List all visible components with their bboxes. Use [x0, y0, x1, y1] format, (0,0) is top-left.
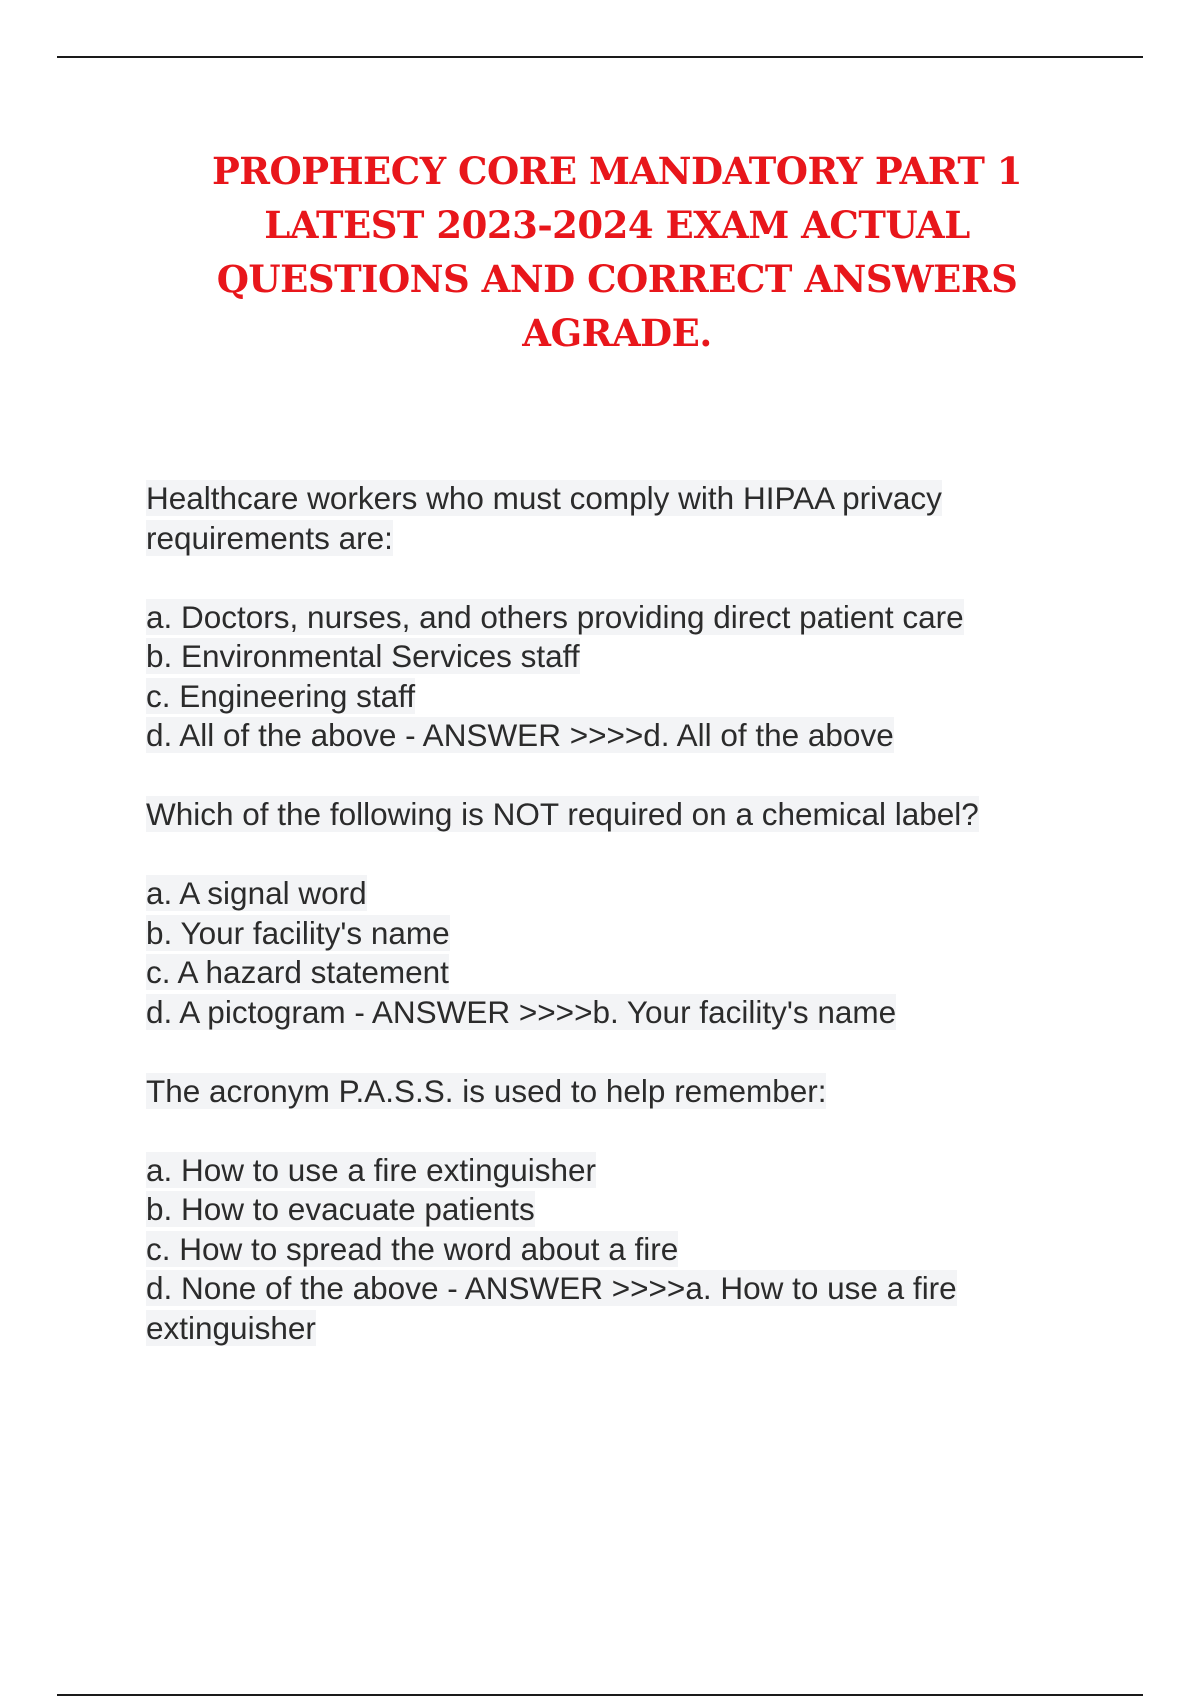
- top-rule: [57, 56, 1143, 58]
- question-block: [146, 479, 1086, 756]
- question-block: [146, 795, 1086, 1032]
- answer-option-with-answer: d. A pictogram - ANSWER >>>>b. Your facility's name: [146, 993, 897, 1030]
- answer-option: c. Engineering staff: [146, 677, 416, 714]
- spacer: [146, 558, 1086, 598]
- questions-section: [146, 479, 1086, 1348]
- question-text: requirements are:: [146, 519, 393, 556]
- spacer: [146, 1111, 1086, 1151]
- spacer: [146, 1032, 1086, 1072]
- answer-option: b. Environmental Services staff: [146, 638, 580, 674]
- title-line: PROPHECY CORE MANDATORY PART 1: [211, 149, 1023, 193]
- spacer: [146, 835, 1086, 875]
- answer-option: b. How to evacuate patients: [146, 1191, 535, 1227]
- answer-option-with-answer: d. None of the above - ANSWER >>>>a. How to use a fire: [146, 1270, 957, 1306]
- title-line: LATEST 2023-2024 EXAM ACTUAL: [264, 203, 970, 247]
- answer-option-with-answer: d. All of the above - ANSWER >>>>d. All of the above: [146, 717, 894, 753]
- answer-option-continuation: extinguisher: [146, 1309, 316, 1346]
- question-text: The acronym P.A.S.S. is used to help remember:: [146, 1072, 827, 1109]
- question-text: Healthcare workers who must comply with HIPAA privacy: [146, 480, 942, 516]
- title-line: AGRADE.: [522, 311, 712, 355]
- answer-option: c. How to spread the word about a fire: [146, 1230, 679, 1267]
- answer-option: c. A hazard statement: [146, 954, 449, 990]
- spacer: [146, 756, 1086, 796]
- answer-option: a. Doctors, nurses, and others providing direct patient care: [146, 598, 964, 635]
- question-text: Which of the following is NOT required on a chemical label?: [146, 796, 979, 832]
- question-block: [146, 1072, 1086, 1349]
- answer-option: a. A signal word: [146, 875, 367, 911]
- document-title: [150, 144, 1084, 360]
- title-line: QUESTIONS AND CORRECT ANSWERS: [216, 257, 1018, 301]
- answer-option: b. Your facility's name: [146, 914, 450, 951]
- bottom-rule: [57, 1694, 1143, 1696]
- answer-option: a. How to use a fire extinguisher: [146, 1151, 596, 1188]
